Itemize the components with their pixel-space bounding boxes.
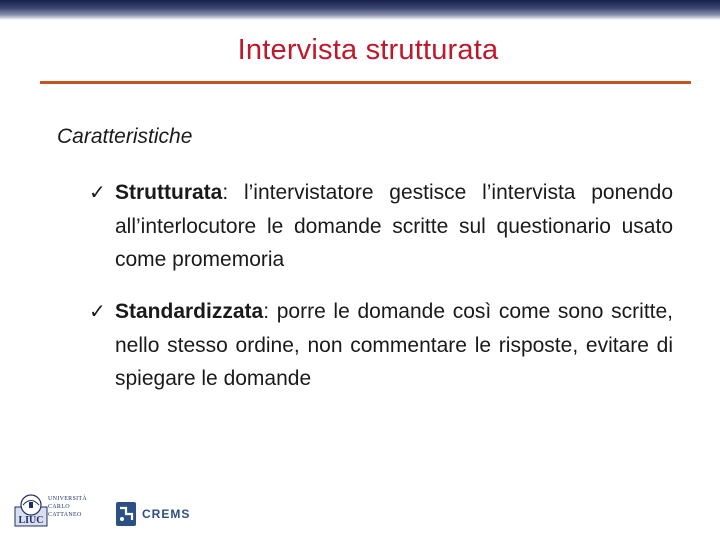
crems-logo bbox=[116, 501, 190, 527]
university-line: CATTANEO bbox=[48, 512, 82, 518]
university-mark: LIUC bbox=[18, 515, 44, 526]
bullet-text: : l’intervistatore gestisce l’intervista ponendo all’interlocutore le domande scritte sul questionario usato come promemoria bbox=[115, 181, 673, 271]
bullet-term: Standardizzata bbox=[115, 300, 264, 323]
checkmark-icon: ✓ bbox=[89, 301, 106, 323]
university-emblem-icon bbox=[14, 493, 48, 527]
bullet-term: Strutturata bbox=[115, 181, 223, 204]
title-divider bbox=[40, 81, 691, 84]
top-band bbox=[0, 0, 720, 20]
crems-mark-icon bbox=[116, 502, 136, 526]
university-line: UNIVERSITÀ bbox=[48, 496, 87, 502]
bullet-item bbox=[89, 295, 673, 395]
checkmark-icon: ✓ bbox=[89, 182, 106, 204]
bullet-text: : porre le domande così come sono scritte, nello stesso ordine, non commentare le risposte, evitare di spiegare le domande bbox=[115, 300, 673, 390]
university-line: CARLO bbox=[48, 504, 70, 510]
university-logo bbox=[14, 493, 104, 527]
crems-label: CREMS bbox=[142, 507, 191, 521]
section-heading: Caratteristiche bbox=[57, 125, 193, 148]
bullet-item bbox=[89, 176, 673, 276]
slide-title: Intervista strutturata bbox=[237, 34, 499, 66]
